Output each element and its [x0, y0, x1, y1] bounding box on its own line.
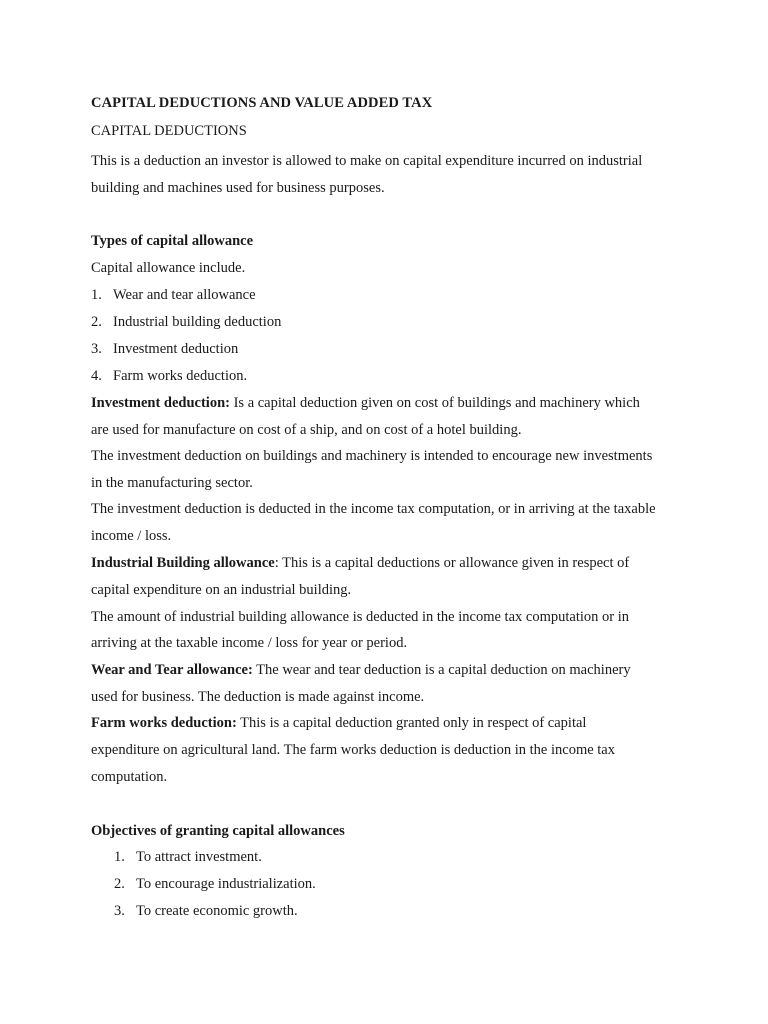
- farm-label: Farm works deduction:: [91, 715, 237, 731]
- industrial-para-line-2: capital expenditure on an industrial building.: [91, 582, 352, 598]
- intro-line-2: building and machines used for business purposes.: [91, 180, 385, 196]
- investment-para-line-6: income / loss.: [91, 528, 172, 544]
- list-text: Investment deduction: [113, 341, 239, 357]
- farm-para-line-1: [91, 714, 586, 732]
- list-number: 1.: [114, 849, 125, 865]
- list-item: [91, 286, 256, 304]
- weartear-para-line-2: used for business. The deduction is made against income.: [91, 689, 425, 705]
- objectives-heading: Objectives of granting capital allowances: [91, 823, 345, 839]
- industrial-para-line-1: [91, 554, 629, 572]
- weartear-para-line-1: [91, 661, 631, 679]
- list-item: [114, 875, 316, 893]
- industrial-para-line-4: arriving at the taxable income / loss for year or period.: [91, 635, 408, 651]
- investment-label: Investment deduction:: [91, 395, 230, 411]
- farm-para-line-3: computation.: [91, 769, 168, 785]
- list-text: To encourage industrialization.: [136, 876, 316, 892]
- list-number: 4.: [91, 368, 102, 384]
- investment-para-line-4: in the manufacturing sector.: [91, 475, 253, 491]
- list-item: [91, 313, 281, 331]
- weartear-label: Wear and Tear allowance:: [91, 662, 253, 678]
- industrial-para-line-3: The amount of industrial building allowance is deducted in the income tax computation or in: [91, 609, 629, 625]
- list-item: [114, 902, 298, 920]
- list-number: 3.: [114, 903, 125, 919]
- section-title: CAPITAL DEDUCTIONS: [91, 123, 247, 139]
- list-number: 3.: [91, 341, 102, 357]
- list-text: Farm works deduction.: [113, 368, 248, 384]
- industrial-label: Industrial Building allowance: [91, 555, 275, 571]
- industrial-text: : This is a capital deductions or allowance given in respect of: [274, 555, 630, 571]
- list-item: [91, 340, 238, 358]
- weartear-text: The wear and tear deduction is a capital deduction on machinery: [252, 662, 631, 678]
- investment-para-line-3: The investment deduction on buildings and machinery is intended to encourage new investments: [91, 448, 653, 464]
- list-text: To attract investment.: [136, 849, 262, 865]
- list-number: 2.: [91, 314, 102, 330]
- list-item: [91, 367, 247, 385]
- document-title: CAPITAL DEDUCTIONS AND VALUE ADDED TAX: [91, 95, 433, 111]
- investment-para-line-2: are used for manufacture on cost of a ship, and on cost of a hotel building.: [91, 422, 522, 438]
- intro-line-1: This is a deduction an investor is allowed to make on capital expenditure incurred on industrial: [91, 153, 643, 169]
- farm-text: This is a capital deduction granted only in respect of capital: [236, 715, 587, 731]
- investment-para-line-1: [91, 394, 640, 412]
- list-text: Industrial building deduction: [113, 314, 282, 330]
- list-text: Wear and tear allowance: [113, 287, 256, 303]
- list-number: 2.: [114, 876, 125, 892]
- investment-para-line-5: The investment deduction is deducted in the income tax computation, or in arriving at the taxable: [91, 501, 656, 517]
- list-text: To create economic growth.: [136, 903, 298, 919]
- list-number: 1.: [91, 287, 102, 303]
- types-lead: Capital allowance include.: [91, 260, 246, 276]
- list-item: [114, 848, 262, 866]
- farm-para-line-2: expenditure on agricultural land. The farm works deduction is deduction in the income tax: [91, 742, 615, 758]
- investment-text: Is a capital deduction given on cost of buildings and machinery which: [229, 395, 640, 411]
- types-heading: Types of capital allowance: [91, 233, 254, 249]
